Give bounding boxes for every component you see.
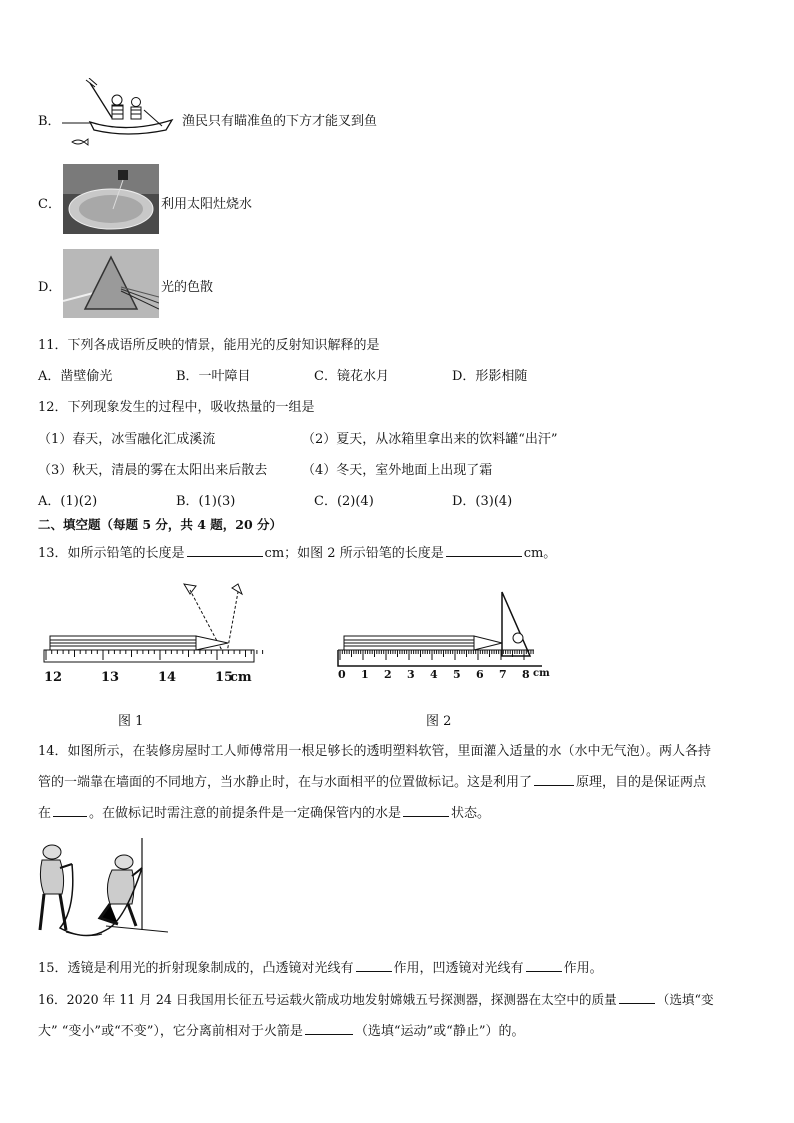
q12-item-3: （3）秋天，清晨的雾在太阳出来后散去: [38, 463, 268, 478]
q14-blank-2[interactable]: [53, 804, 87, 817]
q14-line3b: 。在做标记时需注意的前提条件是一定确保管内的水是: [89, 806, 402, 821]
option-b-text: 渔民只有瞄准鱼的下方才能叉到鱼: [182, 114, 378, 129]
q11-option-d: D．形影相随: [452, 369, 528, 384]
q11-option-c: C．镜花水月: [314, 369, 389, 384]
q12-option-c: C．(2)(4): [314, 494, 374, 509]
fig2-tick-label: 6: [476, 668, 484, 681]
option-d-text: 光的色散: [161, 280, 214, 295]
q16-line1a: 16．2020 年 11 月 24 日我国用长征五号运载火箭成功地发射嫦娥五号探测器，探测器在太空中的质量: [38, 992, 617, 1007]
q14-line3c: 状态。: [451, 806, 491, 821]
figure-1-caption: 图 1: [118, 714, 144, 729]
workers-hose-image: [36, 838, 168, 942]
fig2-tick-label: 4: [430, 668, 438, 681]
figure-2-caption: 图 2: [426, 714, 452, 729]
q14-line2b: 原理，目的是保证两点: [576, 775, 707, 790]
fig1-tick-label: 14: [158, 670, 177, 685]
fig2-tick-label: 1: [361, 668, 369, 681]
figure-2-ruler: [334, 590, 554, 680]
q12-option-b: B．(1)(3): [176, 494, 236, 509]
q16-blank-1[interactable]: [619, 991, 655, 1004]
option-d-label: D．: [38, 280, 62, 295]
prism-dispersion-image: [63, 249, 159, 318]
fig1-tick-label: 12: [44, 670, 63, 685]
q14-line3a: 在: [38, 806, 52, 821]
option-b-label: B．: [38, 114, 61, 129]
fig1-tick-label: 13: [101, 670, 120, 685]
q13-blank-1[interactable]: [187, 544, 263, 557]
q15-blank-2[interactable]: [526, 959, 562, 972]
q15-blank-1[interactable]: [356, 959, 392, 972]
fig2-tick-label: 3: [407, 668, 415, 681]
fig1-tick-label: 15: [215, 670, 234, 685]
q12-item-1: （1）春天，冰雪融化汇成溪流: [38, 432, 216, 447]
option-c-text: 利用太阳灶烧水: [161, 197, 253, 212]
q13-part3: cm。: [523, 546, 557, 561]
q16-line1b: （选填“变: [656, 992, 714, 1007]
q16-blank-2[interactable]: [305, 1022, 353, 1035]
q16-line2: [38, 1020, 524, 1039]
q12-option-d: D．(3)(4): [452, 494, 513, 509]
q13-part2: cm；如图 2 所示铅笔的长度是: [264, 546, 444, 561]
q16-line2a: 大” “变小”或“不变”），它分离前相对于火箭是: [38, 1024, 303, 1039]
q15-part-c: 作用。: [563, 961, 603, 976]
q14-line3: [38, 802, 490, 821]
q15-text: [38, 957, 603, 976]
fig1-unit: cm: [230, 670, 252, 685]
q12-option-a: A．(1)(2): [38, 494, 98, 509]
solar-cooker-image: [63, 164, 159, 234]
q14-blank-1[interactable]: [534, 773, 574, 786]
q12-item-2: （2）夏天，从冰箱里拿出来的饮料罐“出汗”: [302, 432, 558, 447]
section-title: 二、填空题（每题 5 分，共 4 题，20 分）: [38, 517, 283, 532]
q14-line2: [38, 771, 706, 790]
q15-part-b: 作用，凹透镜对光线有: [393, 961, 524, 976]
fig2-tick-label: 7: [499, 668, 507, 681]
q15-part-a: 15．透镜是利用光的折射现象制成的，凸透镜对光线有: [38, 961, 354, 976]
q11-option-a: A．凿壁偷光: [38, 369, 113, 384]
q14-line1: 14．如图所示，在装修房屋时工人师傅常用一根足够长的透明塑料软管，里面灌入适量的水（水中无气泡）。两人各持: [38, 744, 712, 759]
q11-stem: 11．下列各成语所反映的情景，能用光的反射知识解释的是: [38, 338, 380, 353]
fig2-tick-label: 5: [453, 668, 461, 681]
fisherman-boat-image: [62, 78, 180, 148]
q13-part1: 13．如所示铅笔的长度是: [38, 546, 185, 561]
fig2-tick-label: 2: [384, 668, 392, 681]
fig2-tick-label: 8: [522, 668, 530, 681]
q16-line1: [38, 989, 714, 1008]
option-c-label: C．: [38, 197, 61, 212]
q12-item-4: （4）冬天，室外地面上出现了霜: [302, 463, 493, 478]
figure-2-labels: [336, 668, 552, 684]
q16-line2b: （选填“运动”或“静止”）的。: [354, 1024, 525, 1039]
figure-1-labels: [44, 670, 264, 686]
q11-option-b: B．一叶障目: [176, 369, 251, 384]
q14-blank-3[interactable]: [403, 804, 449, 817]
q12-stem: 12．下列现象发生的过程中，吸收热量的一组是: [38, 400, 315, 415]
q14-line2a: 管的一端靠在墙面的不同地方，当水静止时，在与水面相平的位置做标记。这是利用了: [38, 775, 533, 790]
q13-blank-2[interactable]: [446, 544, 522, 557]
fig2-unit: cm: [533, 668, 550, 679]
q13-text: [38, 542, 556, 561]
fig2-tick-label: 0: [338, 668, 346, 681]
